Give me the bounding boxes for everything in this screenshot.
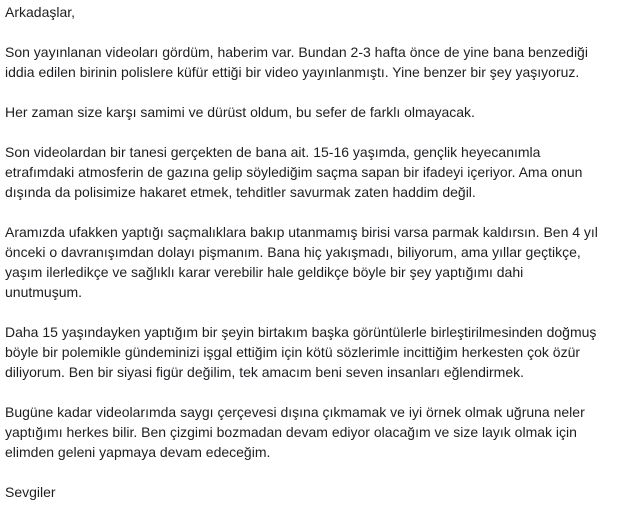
- letter-paragraph-4: Aramızda ufakken yaptığı saçmalıklara bakıp utanmamış birisi varsa parmak kaldırsın. Ben 4 yıl önceki o davranışımdan dolayı pişmanım. Bana hiç yakışmadı, biliyorum, ama yıllar geçtikçe, yaşım ilerledikçe ve sağlıklı karar verebilir hale geldikçe böyle bir şey yaptığımı dahi unutmuşum.: [5, 224, 598, 300]
- letter-paragraph-1: Son yayınlanan videoları gördüm, haberim var. Bundan 2-3 hafta önce de yine bana benzediği iddia edilen birinin polislere küfür ettiği bir video yayınlanmıştı. Yine benzer bir şey yaşıyoruz.: [5, 44, 588, 80]
- letter-paragraph-5: Daha 15 yaşındayken yaptığım bir şeyin birtakım başka görüntülerle birleştirilmesinden doğmuş böyle bir polemikle gündeminizi işgal ettiğim için kötü sözlerimle incittiğim herkesten çok özür diliyorum. Ben bir siyasi figür değilim, tek amacım beni seven insanları eğlendirmek.: [5, 324, 597, 380]
- letter-greeting: Arkadaşlar,: [5, 4, 76, 20]
- letter-paragraph-6: Bugüne kadar videolarımda saygı çerçevesi dışına çıkmamak ve iyi örnek olmak uğruna neler yaptığımı herkes bilir. Ben çizgimi bozmadan devam ediyor olacağım ve size layık olmak için elimden geleni yapmaya devam edeceğim.: [5, 404, 585, 460]
- letter-paragraph-3: Son videolardan bir tanesi gerçekten de bana ait. 15-16 yaşımda, gençlik heyecanımla etrafımdaki atmosferin de gazına gelip söylediğim saçma sapan bir ifadeyi içeriyor. Ama onun dışında da polisimize hakaret etmek, tehditler savurmak zaten haddim değil.: [5, 144, 583, 200]
- letter-closing: Sevgiler: [5, 484, 56, 500]
- letter-paragraph-2: Her zaman size karşı samimi ve dürüst oldum, bu sefer de farklı olmayacak.: [5, 104, 475, 120]
